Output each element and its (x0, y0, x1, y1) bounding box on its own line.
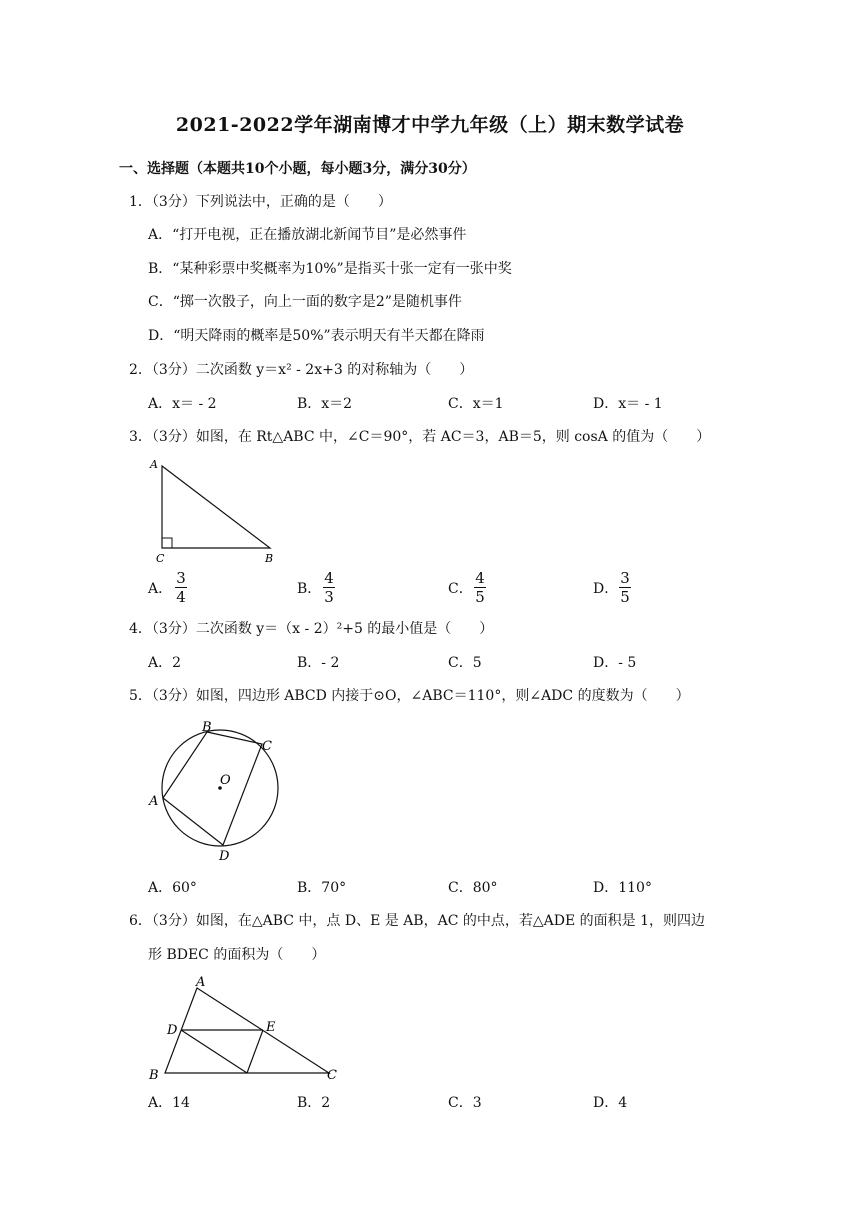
q3-option-a-fraction (175, 570, 187, 605)
q2-stem: 2．（3分）二次函数 y＝x² - 2x+3 的对称轴为（ ） (129, 362, 474, 378)
q5-label-c: C (262, 739, 272, 754)
q2-option-a: A．x＝ - 2 (148, 396, 217, 412)
q3-option-b-fraction (323, 570, 335, 605)
q3-option-b-prefix: B． (297, 581, 322, 597)
section-heading: 一、选择题（本题共10个小题，每小题3分，满分30分） (119, 161, 476, 177)
q3-option-a-denominator: 4 (176, 588, 186, 606)
q3-stem: 3．（3分）如图，在 Rt△ABC 中，∠C＝90°，若 AC＝3，AB＝5，则 cosA 的值为（ ） (129, 429, 711, 445)
q4-stem: 4．（3分）二次函数 y＝（x - 2）²+5 的最小值是（ ） (129, 621, 494, 637)
q5-stem: 5．（3分）如图，四边形 ABCD 内接于⊙O，∠ABC＝110°，则∠ADC 的度数为（ ） (129, 688, 690, 704)
q6-stem-line2: 形 BDEC 的面积为（ ） (148, 947, 326, 963)
q5-option-b: B．70° (297, 880, 347, 896)
q6-triangle-midline-figure (145, 972, 345, 1082)
q3-label-b: B (265, 552, 274, 565)
q5-inscribed-quadrilateral-figure (145, 718, 285, 866)
q6-label-b: B (149, 1068, 159, 1083)
q6-label-a: A (196, 975, 206, 990)
q3-option-b-denominator: 3 (324, 588, 334, 606)
q6-option-b: B．2 (297, 1095, 331, 1111)
q5-label-b: B (202, 720, 212, 735)
q3-right-triangle-figure (150, 456, 280, 564)
q1-option-a: A．“打开电视，正在播放湖北新闻节目”是必然事件 (148, 227, 467, 243)
q2-option-b: B．x＝2 (297, 396, 353, 412)
q3-option-c-prefix: C． (448, 581, 473, 597)
q3-option-a-numerator: 3 (176, 569, 186, 587)
q3-label-a: A (150, 458, 158, 471)
q5-label-a: A (149, 794, 159, 809)
q3-option-b-numerator: 4 (324, 569, 334, 587)
q6-label-d: D (167, 1023, 178, 1038)
q6-option-c: C．3 (448, 1095, 482, 1111)
q3-option-d-denominator: 5 (620, 588, 630, 606)
q5-label-d: D (219, 849, 230, 864)
page-title: 2021-2022学年湖南博才中学九年级（上）期末数学试卷 (175, 114, 685, 136)
q1-option-d: D．“明天降雨的概率是50%”表示明天有半天都在降雨 (148, 328, 485, 344)
q2-option-d: D．x＝ - 1 (593, 396, 663, 412)
q6-stem-line1: 6．（3分）如图，在△ABC 中，点 D、E 是 AB，AC 的中点，若△ADE 的面积是 1，则四边 (129, 913, 705, 929)
q6-label-e: E (266, 1020, 276, 1035)
q4-option-c: C．5 (448, 655, 482, 671)
q3-option-a-prefix: A． (148, 581, 173, 597)
q4-option-b: B．- 2 (297, 655, 340, 671)
q6-option-d: D．4 (593, 1095, 628, 1111)
q3-option-d-prefix: D． (593, 581, 619, 597)
q2-option-c: C．x＝1 (448, 396, 504, 412)
q5-option-a: A．60° (148, 880, 197, 896)
q5-label-o: O (220, 773, 231, 788)
q4-option-a: A．2 (148, 655, 182, 671)
q3-option-c-denominator: 5 (475, 588, 485, 606)
q5-option-d: D．110° (593, 880, 652, 896)
q3-option-d-numerator: 3 (620, 569, 630, 587)
q3-option-c-fraction (474, 570, 486, 605)
q3-option-c-numerator: 4 (475, 569, 485, 587)
q4-option-d: D．- 5 (593, 655, 637, 671)
q6-option-a: A．14 (148, 1095, 190, 1111)
q6-label-c: C (327, 1068, 337, 1083)
q3-label-c: C (156, 552, 165, 565)
q5-option-c: C．80° (448, 880, 498, 896)
q1-option-c: C．“掷一次骰子，向上一面的数字是2”是随机事件 (148, 294, 462, 310)
q3-option-d-fraction (619, 570, 631, 605)
q1-option-b: B．“某种彩票中奖概率为10%”是指买十张一定有一张中奖 (148, 261, 512, 277)
q1-stem: 1．（3分）下列说法中，正确的是（ ） (129, 194, 392, 210)
